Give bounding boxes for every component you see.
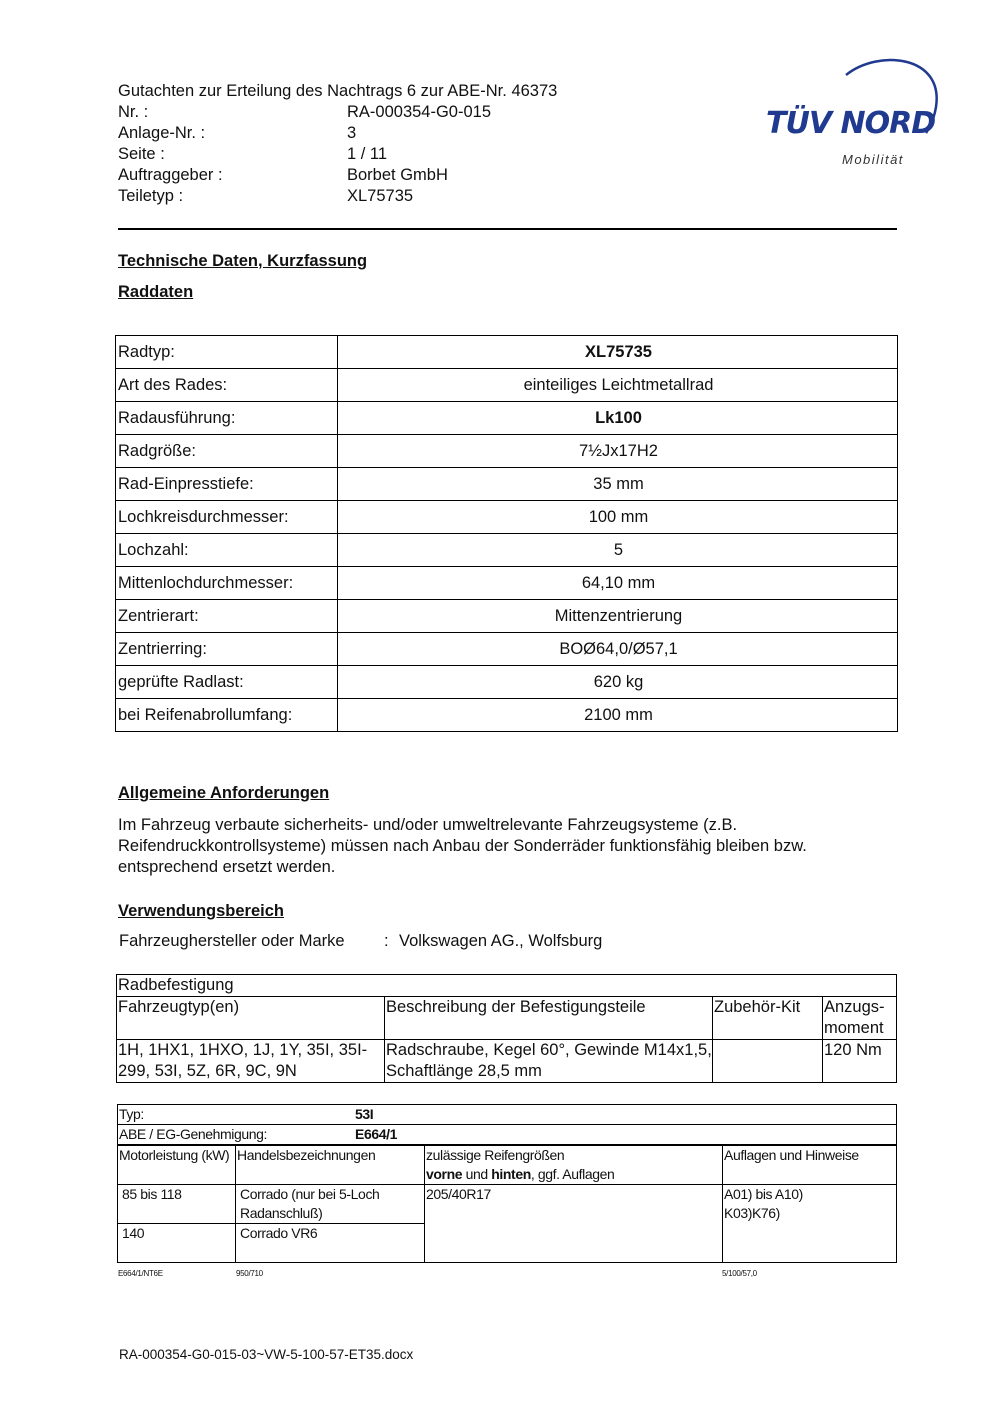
row-value: BOØ64,0/Ø57,1: [338, 633, 898, 666]
row-label: Mittenlochdurchmesser:: [116, 567, 338, 600]
header-value: 1 / 11: [347, 145, 388, 163]
abe-row: [118, 1125, 897, 1146]
row-label: Zentrierart:: [116, 600, 338, 633]
header-key: Teiletyp :: [118, 187, 184, 205]
manufacturer-label: Fahrzeughersteller oder Marke: [119, 932, 345, 950]
column-header-tires: [425, 1145, 723, 1185]
footnote-left: E664/1/NT6E: [118, 1269, 163, 1278]
column-header: Auflagen und Hinweise: [723, 1145, 897, 1185]
vehicle-types-cell: 1H, 1HX1, 1HXO, 1J, 1Y, 35I, 35I-299, 53I, 5Z, 6R, 9C, 9N: [117, 1040, 385, 1083]
table-row: [116, 468, 898, 501]
tuev-nord-logo: [758, 55, 948, 175]
row-label: geprüfte Radlast:: [116, 666, 338, 699]
typ-label: Typ:: [119, 1106, 144, 1122]
column-header: Beschreibung der Befestigungsteile: [385, 997, 713, 1040]
torque-cell: 120 Nm: [823, 1040, 897, 1083]
row-label: Zentrierring:: [116, 633, 338, 666]
allgemein-paragraph: Im Fahrzeug verbaute sicherheits- und/oder umweltrelevante Fahrzeugsysteme (z.B. Reifendruckkontrollsysteme) müssen nach Anbau der Sonderräder funktionsfähig bleiben bzw. entsprechend ersetzt werden.: [118, 816, 807, 876]
row-label: Radausführung:: [116, 402, 338, 435]
row-value: einteiliges Leichtmetallrad: [338, 369, 898, 402]
table-row: [116, 699, 898, 732]
table-row: [116, 435, 898, 468]
table-row: [118, 1125, 897, 1146]
column-header: Anzugs-moment: [823, 997, 897, 1040]
table-header-row: [117, 997, 897, 1040]
trade-name-cell: Corrado (nur bei 5-Loch Radanschluß): [236, 1185, 425, 1224]
report-header: [118, 81, 557, 207]
header-value: RA-000354-G0-015: [347, 103, 492, 121]
tires-hinten: hinten: [491, 1166, 531, 1182]
section-heading-raddaten: Raddaten: [118, 283, 194, 301]
table-row: [116, 369, 898, 402]
typ-value: 53I: [355, 1106, 374, 1122]
header-key: Auftraggeber :: [118, 166, 223, 184]
notes-cell: A01) bis A10) K03)K76): [723, 1185, 897, 1263]
manufacturer-separator: :: [384, 932, 389, 950]
accessory-kit-cell: [713, 1040, 823, 1083]
document-filename: RA-000354-G0-015-03~VW-5-100-57-ET35.docx: [119, 1347, 414, 1362]
row-label: Radtyp:: [116, 336, 338, 369]
header-divider: [118, 228, 897, 230]
section-heading-verwendung: Verwendungsbereich: [118, 902, 284, 920]
raddaten-table: [115, 335, 898, 732]
header-value: XL75735: [347, 187, 414, 205]
section-heading-tech: Technische Daten, Kurzfassung: [118, 252, 368, 270]
row-label: bei Reifenabrollumfang:: [116, 699, 338, 732]
row-value: 7½Jx17H2: [338, 435, 898, 468]
tires-header-line1: zulässige Reifengrößen: [426, 1147, 565, 1163]
logo-subtitle: Mobilität: [842, 152, 904, 167]
header-value: Borbet GmbH: [347, 166, 448, 184]
row-label: Rad-Einpresstiefe:: [116, 468, 338, 501]
header-row-nr: [118, 102, 557, 123]
footnote-right: 5/100/57,0: [722, 1269, 757, 1278]
footnote-mid: 950/710: [236, 1269, 263, 1278]
header-key: Nr. :: [118, 103, 149, 121]
tire-size-cell: 205/40R17: [425, 1185, 723, 1263]
section-heading-allgemein: Allgemeine Anforderungen: [118, 784, 330, 802]
table-row: [116, 600, 898, 633]
table-row: [116, 534, 898, 567]
row-value: 2100 mm: [338, 699, 898, 732]
report-title: Gutachten zur Erteilung des Nachtrags 6 zur ABE-Nr. 46373: [118, 82, 558, 100]
manufacturer-line: [119, 932, 602, 951]
row-value: 100 mm: [338, 501, 898, 534]
row-value: 64,10 mm: [338, 567, 898, 600]
manufacturer-value: Volkswagen AG., Wolfsburg: [399, 932, 603, 950]
table-row: [116, 567, 898, 600]
header-row-auftraggeber: [118, 165, 557, 186]
row-value: XL75735: [338, 336, 898, 369]
table-row: [116, 336, 898, 369]
column-header: Fahrzeugtyp(en): [117, 997, 385, 1040]
header-value: 3: [347, 124, 357, 142]
column-header: Handelsbezeichnungen: [236, 1145, 425, 1185]
header-row-anlage: [118, 123, 557, 144]
table-row: [117, 1040, 897, 1083]
type-approval-table: [117, 1104, 897, 1263]
row-value: 35 mm: [338, 468, 898, 501]
column-header: Zubehör-Kit: [713, 997, 823, 1040]
table-row: [117, 975, 897, 997]
table-header-row: [118, 1145, 897, 1185]
row-label: Radgröße:: [116, 435, 338, 468]
header-row-seite: [118, 144, 557, 165]
fastener-description-cell: Radschraube, Kegel 60°, Gewinde M14x1,5, Schaftlänge 28,5 mm: [385, 1040, 713, 1083]
abe-label: ABE / EG-Genehmigung:: [119, 1126, 268, 1142]
header-key: Seite :: [118, 145, 165, 163]
tires-vorne: vorne: [426, 1166, 463, 1182]
table-row: [118, 1105, 897, 1125]
row-value: 5: [338, 534, 898, 567]
table-row: [116, 501, 898, 534]
table-row: [116, 633, 898, 666]
row-value: Lk100: [338, 402, 898, 435]
typ-row: [118, 1105, 897, 1125]
table-row: [118, 1185, 897, 1224]
befestigung-title: Radbefestigung: [117, 975, 897, 997]
row-label: Lochzahl:: [116, 534, 338, 567]
header-row-teiletyp: [118, 186, 557, 207]
tires-header-line2: [426, 1165, 722, 1184]
abe-value: E664/1: [355, 1126, 397, 1142]
power-cell: 140: [118, 1224, 236, 1263]
row-value: Mittenzentrierung: [338, 600, 898, 633]
table-row: [116, 666, 898, 699]
radbefestigung-table: [116, 974, 897, 1083]
row-label: Lochkreisdurchmesser:: [116, 501, 338, 534]
header-key: Anlage-Nr. :: [118, 124, 206, 142]
row-value: 620 kg: [338, 666, 898, 699]
logo-wordmark: TÜV NORD: [766, 106, 936, 141]
trade-name-cell: Corrado VR6: [236, 1224, 425, 1263]
column-header: Motorleistung (kW): [118, 1145, 236, 1185]
power-cell: 85 bis 118: [118, 1185, 236, 1224]
tires-und: und: [462, 1166, 492, 1182]
tires-rest: , ggf. Auflagen: [530, 1166, 615, 1182]
table-row: [116, 402, 898, 435]
row-label: Art des Rades:: [116, 369, 338, 402]
